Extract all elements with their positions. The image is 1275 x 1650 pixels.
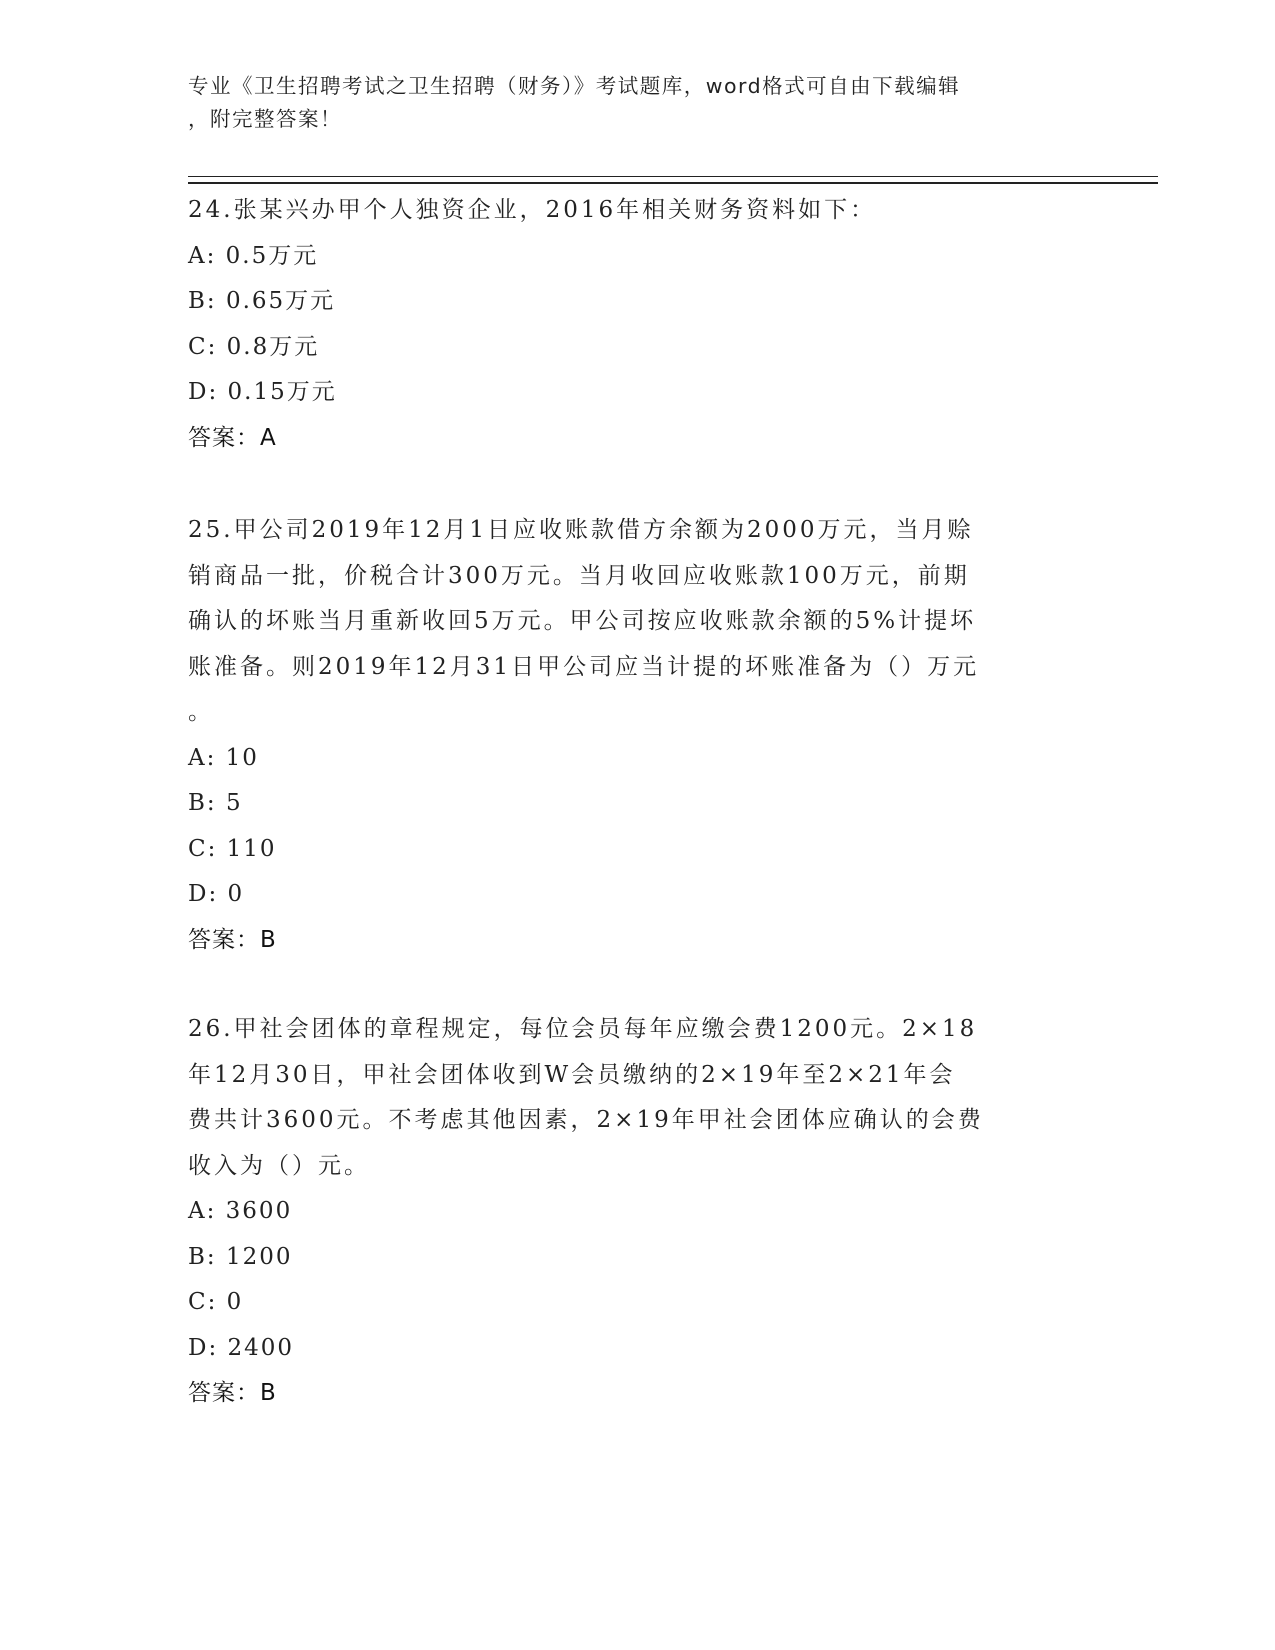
question-stem: 确认的坏账当月重新收回5万元。甲公司按应收账款余额的5%计提坏 bbox=[188, 608, 977, 634]
question-stem: 销商品一批，价税合计300万元。当月收回应收账款100万元，前期 bbox=[188, 562, 970, 589]
option-a: A: 10 bbox=[188, 744, 259, 771]
document-header bbox=[188, 70, 1088, 136]
header-line-1: 专业《卫生招聘考试之卫生招聘（财务）》考试题库，word格式可自由下载编辑 bbox=[188, 74, 961, 98]
option-d: D: 2400 bbox=[188, 1334, 295, 1361]
option-c: C: 110 bbox=[188, 835, 277, 862]
question-stem: 费共计3600元。不考虑其他因素，2×19年甲社会团体应确认的会费 bbox=[188, 1107, 984, 1133]
question-24 bbox=[188, 188, 1088, 461]
question-stem: 24.张某兴办甲个人独资企业，2016年相关财务资料如下： bbox=[188, 197, 877, 223]
question-stem: 收入为（）元。 bbox=[188, 1152, 370, 1179]
option-a: A: 0.5万元 bbox=[188, 242, 319, 269]
question-stem: 账准备。则2019年12月31日甲公司应当计提的坏账准备为（）万元 bbox=[188, 653, 980, 680]
header-divider-thick bbox=[188, 182, 1158, 184]
option-b: B: 0.65万元 bbox=[188, 288, 336, 314]
answer: 答案：A bbox=[188, 424, 277, 451]
option-b: B: 5 bbox=[188, 790, 243, 816]
option-b: B: 1200 bbox=[188, 1243, 293, 1270]
answer: 答案：B bbox=[188, 1380, 277, 1406]
question-25 bbox=[188, 508, 1088, 963]
option-d: D: 0.15万元 bbox=[188, 379, 337, 405]
header-divider-thin bbox=[188, 176, 1158, 177]
question-stem: 年12月30日，甲社会团体收到W会员缴纳的2×19年至2×21年会 bbox=[188, 1061, 956, 1088]
option-c: C: 0 bbox=[188, 1289, 244, 1315]
option-d: D: 0 bbox=[188, 881, 245, 907]
question-stem: 26.甲社会团体的章程规定，每位会员每年应缴会费1200元。2×18 bbox=[188, 1016, 978, 1042]
option-a: A: 3600 bbox=[188, 1198, 293, 1224]
header-line-2: ，附完整答案！ bbox=[188, 107, 342, 131]
question-26 bbox=[188, 1007, 1088, 1417]
option-c: C: 0.8万元 bbox=[188, 333, 320, 360]
question-stem: 。 bbox=[188, 699, 214, 725]
answer: 答案：B bbox=[188, 926, 277, 953]
question-stem: 25.甲公司2019年12月1日应收账款借方余额为2000万元，当月赊 bbox=[188, 517, 974, 543]
